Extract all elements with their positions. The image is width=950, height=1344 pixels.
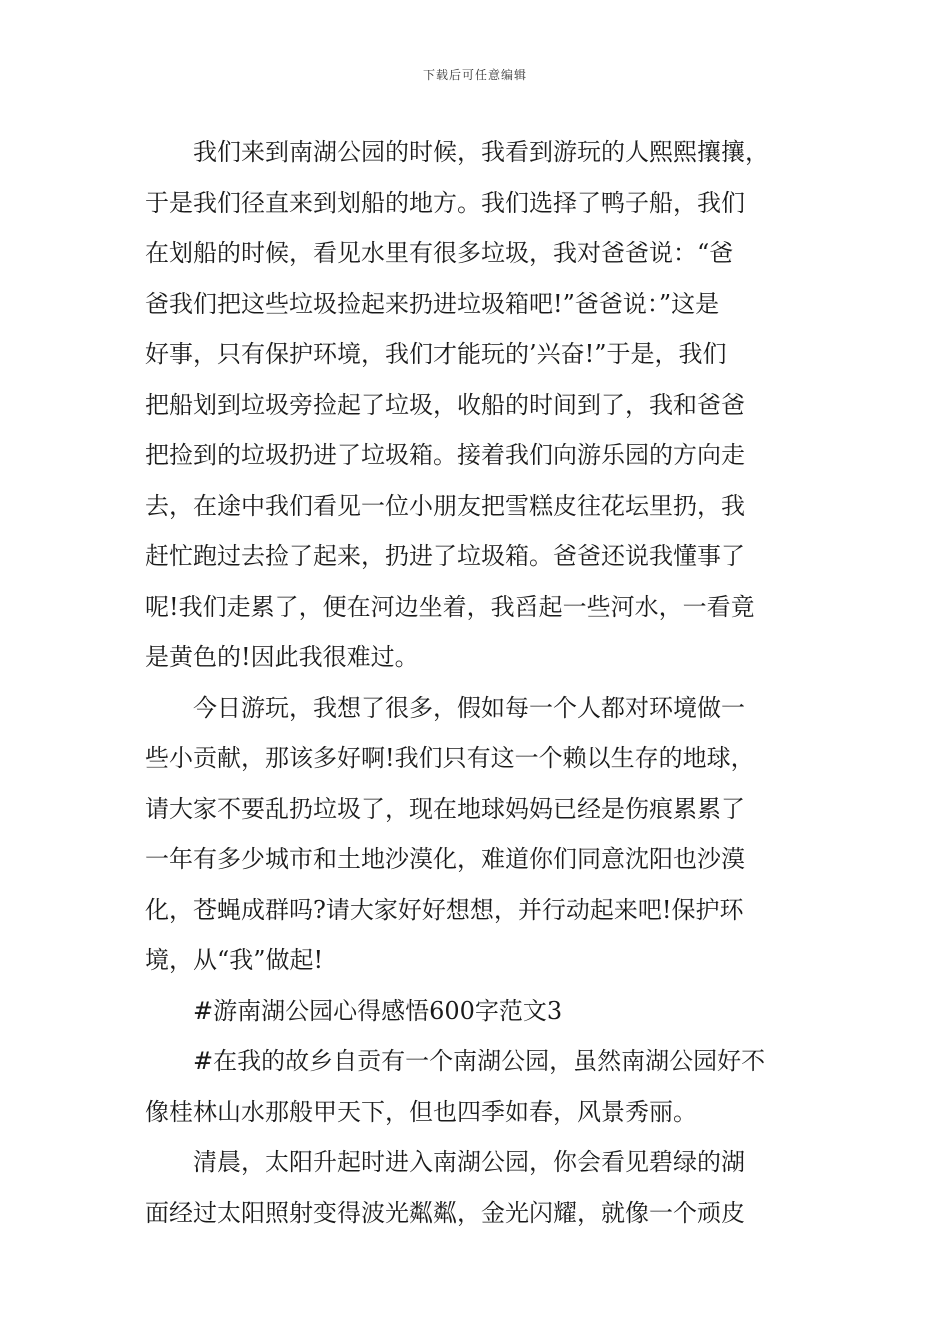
text-line: 呢!我们走累了，便在河边坐着，我舀起一些河水，一看竟 bbox=[145, 592, 755, 621]
text-line: 去，在途中我们看见一位小朋友把雪糕皮往花坛里扔，我 bbox=[145, 491, 745, 520]
page-header: 下载后可任意编辑 bbox=[422, 68, 527, 82]
text-line: 一年有多少城市和土地沙漠化，难道你们同意沈阳也沙漠 bbox=[145, 845, 745, 873]
text-line: 是黄色的!因此我很难过。 bbox=[145, 643, 419, 671]
text-line: 面经过太阳照射变得波光粼粼，金光闪耀，就像一个顽皮 bbox=[145, 1198, 745, 1227]
text-line: #在我的故乡自贡有一个南湖公园，虽然南湖公园好不 bbox=[193, 1047, 766, 1075]
text-line: 像桂林山水那般甲天下，但也四季如春，风景秀丽。 bbox=[145, 1097, 697, 1126]
text-line: 化，苍蝇成群吗?请大家好好想想，并行动起来吧!保护环 bbox=[145, 895, 744, 924]
text-line: #游南湖公园心得感悟600字范文3 bbox=[193, 996, 563, 1025]
text-line: 今日游玩，我想了很多，假如每一个人都对环境做一 bbox=[193, 693, 745, 722]
text-line: 好事，只有保护环境，我们才能玩的’兴奋!”于是，我们 bbox=[145, 340, 727, 368]
text-line: 把捡到的垃圾扔进了垃圾箱。接着我们向游乐园的方向走 bbox=[145, 441, 745, 469]
text-line: 在划船的时候，看见水里有很多垃圾，我对爸爸说：“爸 bbox=[145, 239, 734, 267]
text-line: 境，从“我”做起! bbox=[145, 946, 324, 974]
text-line: 我们来到南湖公园的时候，我看到游玩的人熙熙攘攘， bbox=[193, 138, 769, 166]
text-line: 于是我们径直来到划船的地方。我们选择了鸭子船，我们 bbox=[145, 188, 745, 217]
text-line: 些小贡献，那该多好啊!我们只有这一个赖以生存的地球， bbox=[145, 744, 755, 772]
text-line: 把船划到垃圾旁捡起了垃圾，收船的时间到了，我和爸爸 bbox=[145, 390, 745, 419]
text-line: 请大家不要乱扔垃圾了，现在地球妈妈已经是伤痕累累了 bbox=[145, 794, 745, 823]
text-line: 清晨，太阳升起时进入南湖公园，你会看见碧绿的湖 bbox=[193, 1148, 745, 1176]
text-line: 爸我们把这些垃圾捡起来扔进垃圾箱吧!”爸爸说：”这是 bbox=[145, 289, 720, 318]
document-body bbox=[145, 127, 815, 1238]
text-line: 赶忙跑过去捡了起来，扔进了垃圾箱。爸爸还说我懂事了 bbox=[145, 542, 745, 570]
